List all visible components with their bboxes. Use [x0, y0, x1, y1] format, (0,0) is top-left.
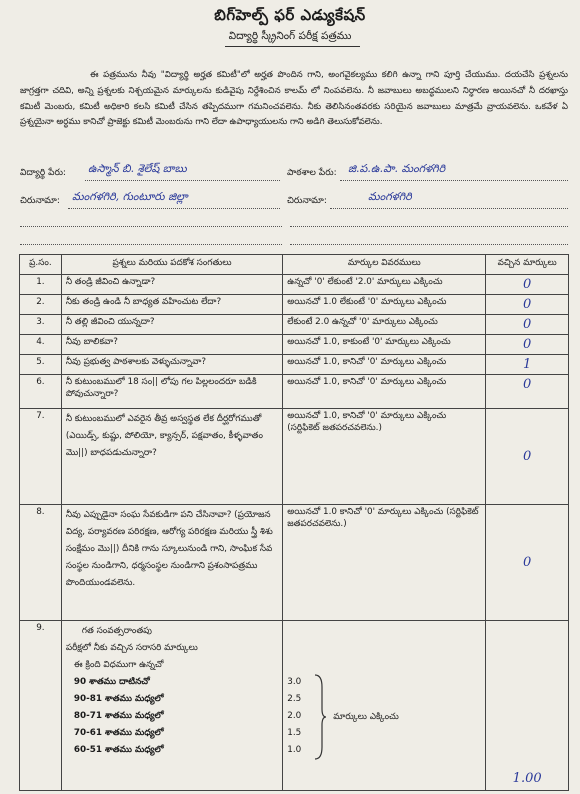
band-range: 80-71 శాతము మధ్యలో	[73, 711, 164, 721]
school-name-value[interactable]: జి.ప.ఉ.పా. మంగళగిరి	[348, 162, 446, 175]
school-name-line	[340, 180, 568, 181]
row-question: నీ కుటుంబములో 18 సం|| లోపు గల పిల్లలందరూ బడికి పోవుచున్నారా?	[61, 375, 282, 409]
address2-label: చిరునామా:	[287, 196, 327, 206]
row-question: నీవు ప్రభుత్వ పాఠశాలకు వెళ్ళుచున్నావా?	[61, 355, 282, 375]
row9-line: పరీక్షలో నీకు వచ్చిన సరాసరి మార్కులు	[65, 643, 198, 653]
table-row	[20, 375, 569, 409]
band-score: 1.0	[287, 745, 302, 755]
row-question: నీ కుటుంబములో ఎవరైన తీవ్ర అస్వస్థత లేక దీర్ఘరోగముతో (ఎయిడ్స్, కుష్టు, పోలియో, క్యాన్సర్, పక్షవాతం, కీళ్ళవాతం మొ||) బాధపడుచున్నారా?	[61, 409, 282, 505]
row-marks: లేకుంటే 2.0 ఉన్నచో '0' మార్కులు ఎక్కించు	[283, 315, 486, 335]
table-row	[20, 505, 569, 621]
row-answer[interactable]: 0	[486, 335, 569, 355]
right-brace-icon	[313, 673, 327, 761]
row-question: నీ తల్లి జీవించి యున్నదా?	[61, 315, 282, 335]
subtitle-underline	[225, 46, 360, 47]
row-question: నీవు ఎప్పుడైనా సంఘ సేవకుడిగా పని చేసినావా? (ప్రయోజన విద్య, పర్యావరణ పరిరక్షణ, ఆరోగ్య పరిరక్షణ మరియు స్త్రీ శిశు సంక్షేమం మొ||) దీనికి గాను స్కూలునుండి గాని, సాంఘిక సేవ సంస్థల నుండిగాని, ధర్మసంస్థల నుండిగాని ప్రశంసాపత్రము పొందియుండవలెను.	[61, 505, 282, 621]
blank-line-2	[290, 226, 568, 227]
row-answer[interactable]: 0	[486, 505, 569, 621]
address-value[interactable]: మంగళగిరి, గుంటూరు జిల్లా	[72, 190, 188, 203]
row-answer[interactable]: 0	[486, 375, 569, 409]
row-answer[interactable]: 1	[486, 355, 569, 375]
row9-question	[61, 621, 282, 791]
student-name-label: విద్యార్థి పేరు:	[20, 168, 66, 178]
blank-line-4	[290, 244, 568, 245]
school-name-label: పాఠశాల పేరు:	[287, 168, 337, 178]
blank-line-3	[20, 244, 282, 245]
band-score: 2.5	[287, 694, 302, 704]
student-name-line	[85, 180, 280, 181]
row-number: 9.	[20, 621, 62, 791]
row-marks: ఉన్నచో '0' లేకుంటే '2.0' మార్కులు ఎక్కించు	[283, 275, 486, 295]
row-number: 8.	[20, 505, 62, 621]
row-answer[interactable]: 0	[486, 315, 569, 335]
table-row	[20, 295, 569, 315]
row-answer[interactable]: 0	[486, 409, 569, 505]
row-number: 2.	[20, 295, 62, 315]
row-number: 3.	[20, 315, 62, 335]
address-line	[68, 208, 280, 209]
band-score: 3.0	[287, 677, 302, 687]
band-range: 90 శాతము దాటినచో	[73, 677, 150, 687]
address2-line	[330, 208, 568, 209]
header-number: ప్ర.సం.	[20, 255, 62, 275]
intro-paragraph: ఈ పత్రమును నీవు "విద్యార్థి అర్హత కమిటీ"లో అర్హత పొందిన గాని, అంగవైకల్యము కలిగి ఉన్నా గాని పూర్తి చేయుము. దయచేసి ప్రశ్నలను జాగ్రత్తగా చదివి, అన్ని ప్రశ్నలకు నిశ్చయమైన మార్కులను కుడివైపు నిర్దేశించిన కాలమ్ లో నింపవలెను. నీ జవాబులు అబద్ధములని నిర్ధారణ అయినచో నీ దరఖాస్తు కమిటీ మెంబరు, కమిటీ అధికారి కలసి కమిటీ చేసిన తప్పిదముగా గమనించవలెను. నీకు తెలిసినంతవరకు సరియైన జవాబులు మాత్రమే వ్రాయవలెను. ఒకవేళ ఏ ప్రశ్నయైనా అర్ధము కానిచో ప్రాజెక్టు కమిటీ మెంబరును గాని లేదా ఉపాధ్యాయులను గాని అడిగి తెలుసుకోవలెను.	[20, 70, 568, 128]
address-label: చిరునామా:	[20, 196, 60, 206]
row-number: 5.	[20, 355, 62, 375]
row9-marks	[283, 621, 486, 791]
row9-line: ఈ క్రింది విధముగా ఉన్నచో	[73, 660, 164, 670]
band-range: 70-61 శాతము మధ్యలో	[73, 728, 164, 738]
row-marks: అయినచో 1.0, కానిచో '0' మార్కులు ఎక్కించు	[283, 355, 486, 375]
band-range: 60-51 శాతము మధ్యలో	[73, 745, 164, 755]
address2-value[interactable]: మంగళగిరి	[368, 190, 412, 203]
blank-line-1	[20, 226, 282, 227]
form-title: బిగ్‌హెల్ప్ ఫర్ ఎడ్యుకేషన్	[214, 6, 366, 24]
row-question: నీ తండ్రి జీవించి ఉన్నాడా?	[61, 275, 282, 295]
table-row	[20, 315, 569, 335]
row9-answer[interactable]: 1.00	[486, 621, 569, 791]
table-row	[20, 355, 569, 375]
row-marks: అయినచో 1.0 కానిచో '0' మార్కులు ఎక్కించు (సర్టిఫికెట్ జతపరచవలెను.)	[283, 505, 486, 621]
row-number: 4.	[20, 335, 62, 355]
row-answer[interactable]: 0	[486, 275, 569, 295]
row-marks: అయినచో 1.0, కాకుంటే '0' మార్కులు ఎక్కించు	[283, 335, 486, 355]
band-score: 2.0	[287, 711, 302, 721]
row9-line: గత సంవత్సరాంతపు	[81, 626, 152, 636]
screening-table	[19, 254, 569, 791]
table-row	[20, 335, 569, 355]
table-row-9	[20, 621, 569, 791]
header-marks: మార్కుల వివరములు	[283, 255, 486, 275]
form-subtitle: విద్యార్థి స్క్రీనింగ్ పరీక్ష పత్రము	[228, 30, 352, 42]
band-score: 1.5	[287, 728, 302, 738]
row-marks: అయినచో 1.0, కానిచో '0' మార్కులు ఎక్కించు (సర్టిఫికెట్ జతపరచవలెను.)	[283, 409, 486, 505]
marks-label: మార్కులు ఎక్కించు	[333, 712, 399, 722]
row-question: నీవు బాలికవా?	[61, 335, 282, 355]
table-header-row	[20, 255, 569, 275]
table-row	[20, 409, 569, 505]
header-question: ప్రశ్నలు మరియు పదకోశ సంగతులు	[61, 255, 282, 275]
band-range: 90-81 శాతము మధ్యలో	[73, 694, 164, 704]
student-name-value[interactable]: ఉస్మాన్ బి. శైలేష్ బాబు	[88, 162, 187, 175]
row-marks: అయినచో 1.0, కానిచో '0' మార్కులు ఎక్కించు	[283, 375, 486, 409]
header-received: వచ్చిన మార్కులు	[486, 255, 569, 275]
row-question: నీకు తండ్రి ఉండి నీ బాధ్యత వహించుట లేదా?	[61, 295, 282, 315]
row-number: 1.	[20, 275, 62, 295]
row-number: 7.	[20, 409, 62, 505]
row-answer[interactable]: 0	[486, 295, 569, 315]
row-marks: అయినచో 1.0 లేకుంటే '0' మార్కులు ఎక్కించు	[283, 295, 486, 315]
row-number: 6.	[20, 375, 62, 409]
table-row	[20, 275, 569, 295]
